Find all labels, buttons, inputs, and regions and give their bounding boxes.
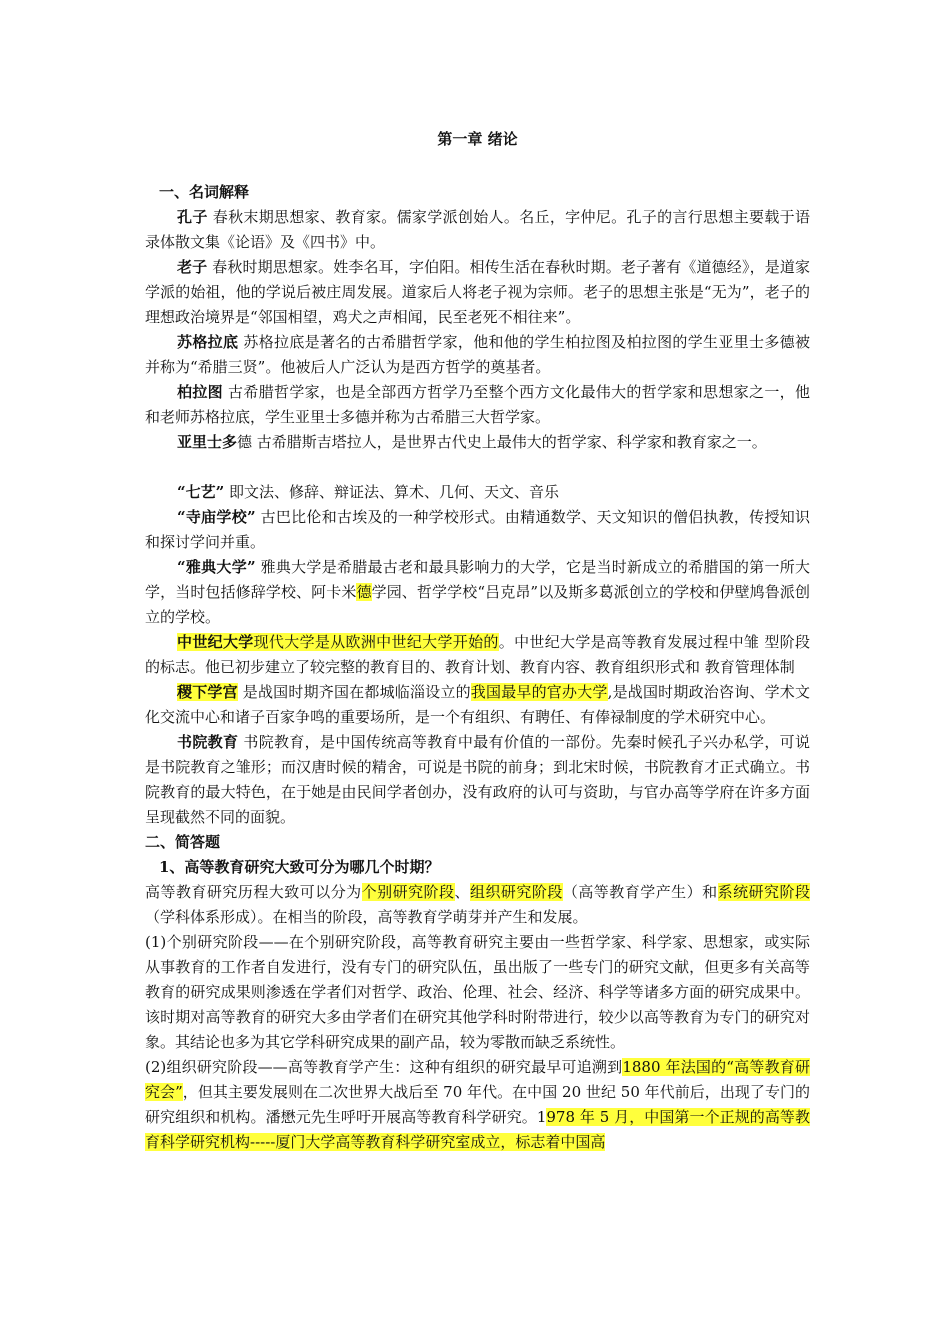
- term-definition: 德 古希腊斯吉塔拉人，是世界古代史上最伟大的哲学家、科学家和教育家之一。: [237, 433, 767, 451]
- term-confucius: [145, 205, 810, 255]
- answer-text: (2)组织研究阶段——高等教育学产生：这种有组织的研究最早可追溯到: [145, 1058, 623, 1076]
- blank-line: [145, 455, 810, 480]
- highlighted-text: 系统研究阶段: [717, 883, 810, 901]
- answer-stage-2: [145, 1055, 810, 1155]
- highlighted-text: 978 年 5 月，中国第一个正规的高等教育科学研究机构-----厦门大学高等教育科学研究室成立，标志着中国高: [145, 1108, 811, 1151]
- answer-text: 、: [454, 883, 470, 901]
- term-jixia-academy: [145, 680, 810, 730]
- term-definition: 书院教育，是中国传统高等教育中最有价值的一部份。先秦时候孔子兴办私学，可说是书院教育之雏形；而汉唐时候的精舍，可说是书院的前身；到北宋时候，书院教育才正式确立。书院教育的最大特色，在于她是由民间学者创办，没有政府的认可与资助，与官办高等学府在许多方面呈现截然不同的面貌。: [145, 733, 810, 826]
- term-medieval-university: [145, 630, 810, 680]
- term-aristotle: [145, 430, 810, 455]
- term-definition: 。中世纪大学是高等教育发展过程中雏 型阶段的标志。他已初步建立了较完整的教育目的、教育计划、教育内容、教育组织形式和 教育管理体制: [145, 633, 810, 676]
- term-definition: 春秋时期思想家。姓李名耳，字伯阳。相传生活在春秋时期。老子著有《道德经》，是道家学派的始祖，他的学说后被庄周发展。道家后人将老子视为宗师。老子的思想主张是“无为”，老子的理想政治境界是“邻国相望，鸡犬之声相闻，民至老死不相往来”。: [145, 258, 810, 326]
- highlighted-text: 我国最早的官办大学: [470, 683, 608, 701]
- chapter-title: 第一章 绪论: [437, 130, 518, 148]
- term-label: 亚里士多: [177, 433, 238, 451]
- highlighted-text: 现代大学是从欧洲中世纪大学开始的: [253, 633, 499, 651]
- term-label: “寺庙学校”: [177, 508, 256, 526]
- term-definition-cont: 学园、哲学学校“吕克昂”以及斯多葛派创立的学校和伊壁鸠鲁派创立的学校。: [145, 583, 810, 626]
- term-label: “七艺”: [177, 483, 225, 501]
- term-plato: [145, 380, 810, 430]
- question-heading: 1、高等教育研究大致可分为哪几个时期？: [159, 858, 440, 876]
- section-heading-terms: 一、名词解释: [159, 183, 250, 201]
- term-label: 稷下学宫: [177, 683, 238, 701]
- term-definition: 即文法、修辞、辩证法、算术、几何、天文、音乐: [224, 483, 560, 501]
- term-label: 老子: [177, 258, 208, 276]
- term-label: 苏格拉底: [177, 333, 239, 351]
- term-label: 柏拉图: [177, 383, 223, 401]
- section-heading-short-answer: 二、简答题: [145, 833, 221, 851]
- term-seven-arts: [145, 480, 810, 505]
- highlighted-text: 1880 年法国的“高等教育研究会”: [145, 1058, 810, 1101]
- term-definition: 春秋末期思想家、教育家。儒家学派创始人。名丘，字仲尼。孔子的言行思想主要载于语录体散文集《论语》及《四书》中。: [145, 208, 810, 251]
- term-academy-education: [145, 730, 810, 830]
- term-label: 中世纪大学: [177, 633, 254, 651]
- term-definition: 雅典大学是希腊最古老和最具影响力的大学，它是当时新成立的希腊国的第一所大学，当时包括修辞学校、阿卡米: [145, 558, 810, 601]
- term-athens-university: [145, 555, 810, 630]
- term-label: 书院教育: [177, 733, 239, 751]
- answer-text: 高等教育研究历程大致可以分为: [145, 883, 362, 901]
- document-page: [145, 128, 810, 1155]
- term-definition-cont: ,是战国时期政治咨询、学术文化交流中心和诸子百家争鸣的重要场所，是一个有组织、有聘任、有俸禄制度的学术研究中心。: [145, 683, 810, 726]
- term-definition: 是战国时期齐国在都城临淄设立的: [237, 683, 471, 701]
- highlighted-text: 组织研究阶段: [469, 883, 563, 901]
- highlighted-text: 德: [356, 583, 372, 601]
- term-label: “雅典大学”: [177, 558, 256, 576]
- term-label: 孔子: [177, 208, 208, 226]
- answer-stage-1: (1)个别研究阶段——在个别研究阶段，高等教育研究主要由一些哲学家、科学家、思想家，或实际从事教育的工作者自发进行，没有专门的研究队伍，虽出版了一些专门的研究文献，但更多有关高等教育的研究成果则渗透在学者们对哲学、政治、伦理、社会、经济、科学等诸多方面的研究成果中。该时期对高等教育的研究大多由学者们在研究其他学科时附带进行，较少以高等教育为专门的研究对象。其结论也多为其它学科研究成果的副产品，较为零散而缺乏系统性。: [145, 933, 810, 1051]
- term-definition: 苏格拉底是著名的古希腊哲学家，他和他的学生柏拉图及柏拉图的学生亚里士多德被并称为“希腊三贤”。他被后人广泛认为是西方哲学的奠基者。: [145, 333, 810, 376]
- term-laozi: [145, 255, 810, 330]
- highlighted-text: 个别研究阶段: [361, 883, 455, 901]
- answer-intro: [145, 880, 810, 930]
- answer-text: ，但其主要发展则在二次世界大战后至 70 年代。在中国 20 世纪 50 年代前后，出现了专门的研究组织和机构。潘懋元先生呼吁开展高等教育科学研究。1: [145, 1083, 811, 1126]
- term-definition: 古希腊哲学家，也是全部西方哲学乃至整个西方文化最伟大的哲学家和思想家之一，他和老师苏格拉底，学生亚里士多德并称为古希腊三大哲学家。: [145, 383, 810, 426]
- term-definition: 古巴比伦和古埃及的一种学校形式。由精通数学、天文知识的僧侣执教，传授知识和探讨学问并重。: [145, 508, 810, 551]
- answer-text: （学科体系形成）。在相当的阶段，高等教育学萌芽并产生和发展。: [145, 908, 588, 926]
- term-socrates: [145, 330, 810, 380]
- answer-text: （高等教育学产生）和: [562, 883, 718, 901]
- term-temple-school: [145, 505, 810, 555]
